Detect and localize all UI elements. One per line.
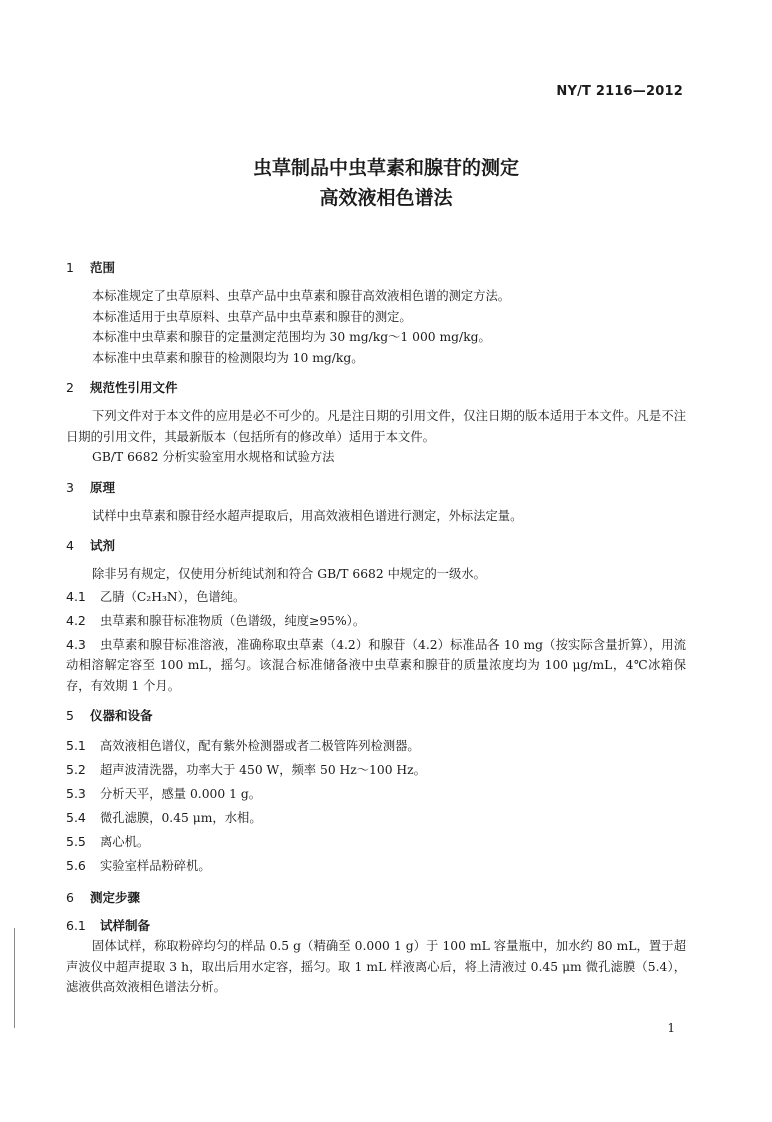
section-title: 试剂	[90, 538, 116, 553]
section-heading-procedure	[66, 888, 686, 908]
section-number: 2	[66, 380, 74, 395]
clause-text: 虫草素和腺苷标准溶液，准确称取虫草素（4.2）和腺苷（4.2）标准品各 10 mg（按实际含量折算），用流动相溶解定容至 100 mL，摇匀。该混合标准储备液中虫草素和腺苷的质量浓度均为 100 μg/mL，4℃冰箱保存，有效期 1 个月。	[66, 637, 686, 693]
clause-text: 分析天平，感量 0.000 1 g。	[100, 787, 262, 801]
section-title: 原理	[90, 479, 116, 495]
clause-text: 微孔滤膜，0.45 μm，水相。	[100, 811, 262, 825]
clause-item	[66, 734, 686, 758]
paragraph: GB/T 6682 分析实验室用水规格和试验方法	[92, 450, 335, 464]
section-number: 4	[66, 538, 74, 553]
clause-number: 5.2	[66, 762, 86, 777]
section-number: 5	[66, 708, 74, 723]
clause-item	[66, 585, 686, 609]
change-bar	[14, 928, 17, 1028]
paragraph: 本标准规定了虫草原料、虫草产品中虫草素和腺苷高效液相色谱的测定方法。	[92, 289, 511, 303]
subsection-title: 试样制备	[100, 918, 151, 933]
clause-text: 虫草素和腺苷标准物质（色谱级，纯度≥95%）。	[100, 613, 366, 628]
section-number: 6	[66, 890, 74, 905]
clause-text: 离心机。	[100, 835, 150, 849]
clause-item	[66, 609, 686, 633]
clause-number: 5.1	[66, 738, 86, 753]
section-number: 3	[66, 479, 74, 495]
clause-number: 4.1	[66, 588, 86, 604]
document-title	[0, 153, 772, 213]
section-title: 仪器和设备	[90, 708, 153, 723]
page-number: 1	[667, 1021, 675, 1035]
standard-number: NY/T 2116—2012	[556, 84, 683, 99]
subsection-number: 6.1	[66, 918, 86, 933]
paragraph: 本标准中虫草素和腺苷的定量测定范围均为 30 mg/kg～1 000 mg/kg。	[92, 330, 491, 344]
title-line-2: 高效液相色谱法	[319, 187, 453, 209]
clause-text: 超声波清洗器，功率大于 450 W，频率 50 Hz～100 Hz。	[100, 763, 426, 777]
clause-number: 5.4	[66, 810, 86, 825]
clause-number: 5.6	[66, 858, 86, 873]
clause-item	[66, 782, 686, 806]
paragraph: 除非另有规定，仅使用分析纯试剂和符合 GB/T 6682 中规定的一级水。	[92, 567, 486, 581]
clause-number: 5.5	[66, 834, 86, 849]
section-heading-scope	[66, 258, 686, 278]
clause-item	[66, 758, 686, 782]
section-title: 规范性引用文件	[90, 380, 178, 395]
clause-item	[66, 635, 686, 697]
clause-number: 4.2	[66, 612, 86, 628]
clause-item	[66, 830, 686, 854]
clause-number: 4.3	[66, 636, 86, 652]
section-title: 范围	[90, 260, 116, 275]
clause-text: 乙腈（C₂H₃N），色谱纯。	[100, 589, 246, 604]
paragraph: 下列文件对于本文件的应用是必不可少的。凡是注日期的引用文件，仅注日期的版本适用于本文件。凡是不注日期的引用文件，其最新版本（包括所有的修改单）适用于本文件。	[66, 409, 686, 444]
paragraph: 本标准中虫草素和腺苷的检测限均为 10 mg/kg。	[92, 350, 364, 365]
section-heading-normative-references	[66, 378, 686, 398]
paragraph: 试样中虫草素和腺苷经水超声提取后，用高效液相色谱进行测定，外标法定量。	[92, 508, 523, 523]
section-heading-principle	[66, 478, 686, 498]
clause-text: 高效液相色谱仪，配有紫外检测器或者二极管阵列检测器。	[100, 739, 420, 753]
paragraph: 固体试样，称取粉碎均匀的样品 0.5 g（精确至 0.000 1 g）于 100 mL 容量瓶中，加水约 80 mL，置于超声波仪中超声提取 3 h，取出后用水定容，摇匀。取 1 mL 样液离心后，将上清液过 0.45 μm 微孔滤膜（5.4），滤液供高效液相色谱法分析。	[66, 939, 686, 994]
document-body	[66, 258, 686, 998]
section-title: 测定步骤	[90, 890, 141, 905]
subsection-heading-sample-preparation	[66, 916, 686, 936]
clause-item	[66, 854, 686, 878]
clause-item	[66, 806, 686, 830]
section-heading-apparatus	[66, 706, 686, 726]
title-line-1: 虫草制品中虫草素和腺苷的测定	[252, 157, 519, 179]
clause-text: 实验室样品粉碎机。	[100, 859, 211, 873]
paragraph: 本标准适用于虫草原料、虫草产品中虫草素和腺苷的测定。	[92, 309, 412, 324]
section-number: 1	[66, 260, 74, 275]
section-heading-reagents	[66, 536, 686, 556]
clause-number: 5.3	[66, 786, 86, 801]
